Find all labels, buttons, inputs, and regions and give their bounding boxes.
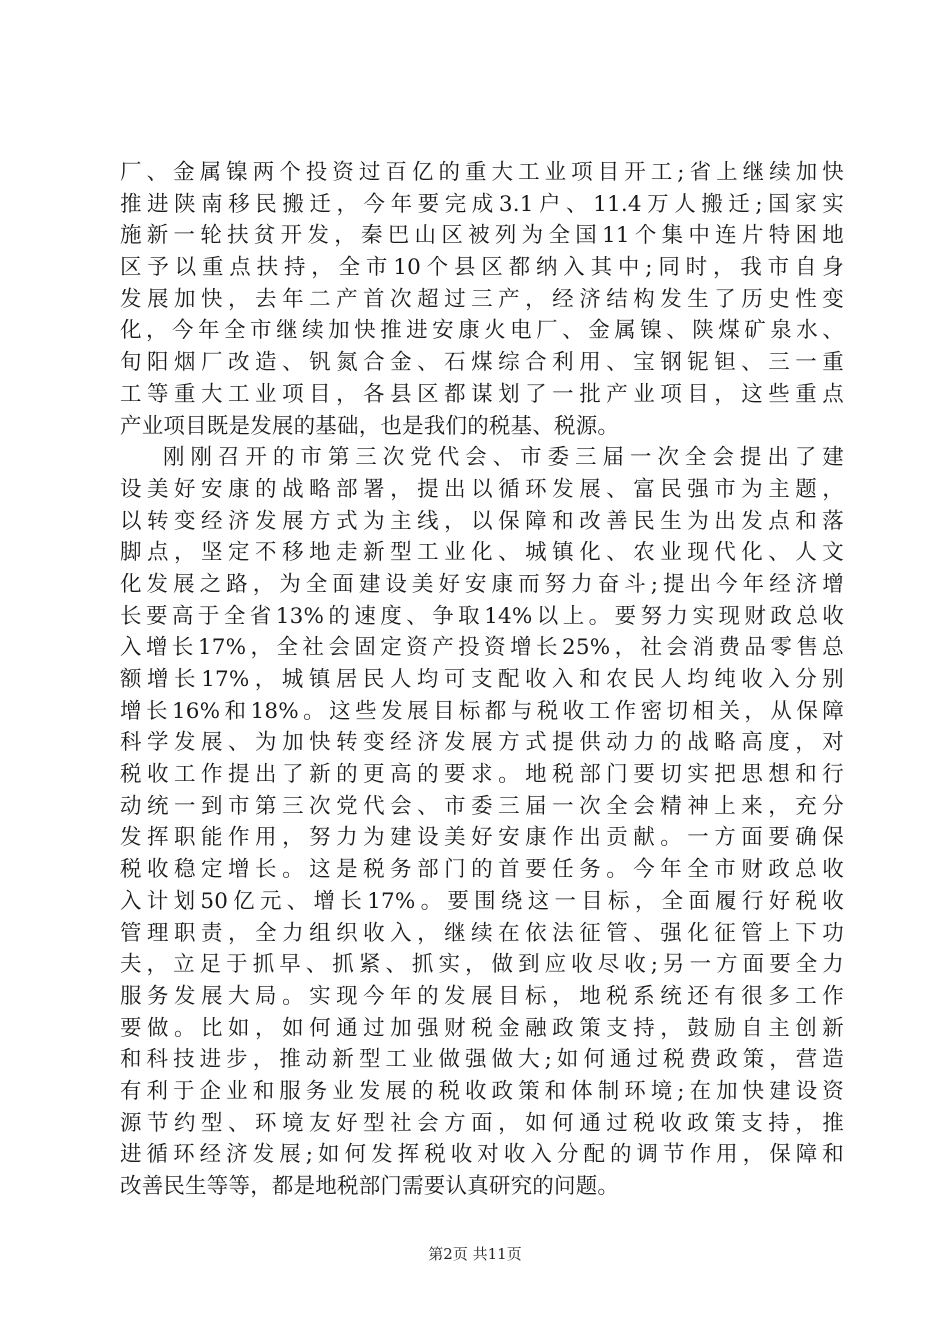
text-line: 工等重大工业项目，各县区都谋划了一批产业项目，这些重点 (120, 381, 844, 407)
text-line: 施新一轮扶贫开发，秦巴山区被列为全国11个集中连片特困地 (120, 223, 844, 249)
text-line: 以转变经济发展方式为主线，以保障和改善民生为出发点和落 (120, 508, 844, 534)
text-line: 设美好安康的战略部署，提出以循环发展、富民强市为主题， (120, 476, 844, 502)
text-line: 入计划50亿元、增长17%。要围绕这一目标，全面履行好税收 (120, 888, 844, 914)
text-line: 改善民生等等，都是地税部门需要认真研究的问题。 (120, 1174, 620, 1199)
text-line: 动统一到市第三次党代会、市委三届一次全会精神上来，充分 (120, 793, 844, 819)
text-line: 要做。比如，如何通过加强财税金融政策支持，鼓励自主创新 (120, 1015, 844, 1041)
text-line: 推进陕南移民搬迁，今年要完成3.1户、11.4万人搬迁;国家实 (120, 191, 844, 217)
text-line: 发展加快，去年二产首次超过三产，经济结构发生了历史性变 (120, 286, 844, 312)
text-line: 源节约型、环境友好型社会方面，如何通过税收政策支持，推 (120, 1110, 844, 1136)
text-line: 长要高于全省13%的速度、争取14%以上。要努力实现财政总收 (120, 603, 844, 629)
text-line: 额增长17%，城镇居民人均可支配收入和农民人均纯收入分别 (120, 667, 844, 692)
text-line: 化发展之路，为全面建设美好安康而努力奋斗;提出今年经济增 (120, 571, 844, 597)
text-line: 管理职责，全力组织收入，继续在依法征管、强化征管上下功 (120, 920, 844, 946)
text-line: 和科技进步，推动新型工业做强做大;如何通过税费政策，营造 (120, 1047, 844, 1073)
text-line: 有利于企业和服务业发展的税收政策和体制环境;在加快建设资 (120, 1078, 844, 1104)
text-line: 产业项目既是发展的基础，也是我们的税基、税源。 (120, 413, 620, 439)
text-line: 旬阳烟厂改造、钒氮合金、石煤综合利用、宝钢铌钽、三一重 (120, 350, 844, 376)
text-line: 增长16%和18%。这些发展目标都与税收工作密切相关，从保障 (120, 698, 844, 724)
page-footer (0, 1244, 950, 1264)
body-text (120, 157, 844, 1203)
text-line: 入增长17%，全社会固定资产投资增长25%，社会消费品零售总 (120, 635, 844, 661)
text-line: 厂、金属镍两个投资过百亿的重大工业项目开工;省上继续加快 (120, 160, 844, 185)
text-line: 科学发展、为加快转变经济发展方式提供动力的战略高度，对 (120, 730, 844, 756)
text-line: 区予以重点扶持，全市10个县区都纳入其中;同时，我市自身 (120, 255, 844, 281)
text-line: 税收工作提出了新的更高的要求。地税部门要切实把思想和行 (120, 762, 844, 788)
text-line: 服务发展大局。实现今年的发展目标，地税系统还有很多工作 (120, 983, 844, 1009)
text-line: 化，今年全市继续加快推进安康火电厂、金属镍、陕煤矿泉水、 (120, 318, 844, 344)
text-line: 税收稳定增长。这是税务部门的首要任务。今年全市财政总收 (120, 857, 844, 883)
page-number-label: 第2页 共11页 (428, 1245, 522, 1263)
text-line: 夫，立足于抓早、抓紧、抓实，做到应收尽收;另一方面要全力 (120, 952, 844, 978)
text-line: 发挥职能作用，努力为建设美好安康作出贡献。一方面要确保 (120, 825, 844, 851)
text-line: 脚点，坚定不移地走新型工业化、城镇化、农业现代化、人文 (120, 540, 844, 566)
text-line: 刚刚召开的市第三次党代会、市委三届一次全会提出了建 (163, 445, 844, 471)
text-line: 进循环经济发展;如何发挥税收对收入分配的调节作用，保障和 (120, 1142, 844, 1168)
